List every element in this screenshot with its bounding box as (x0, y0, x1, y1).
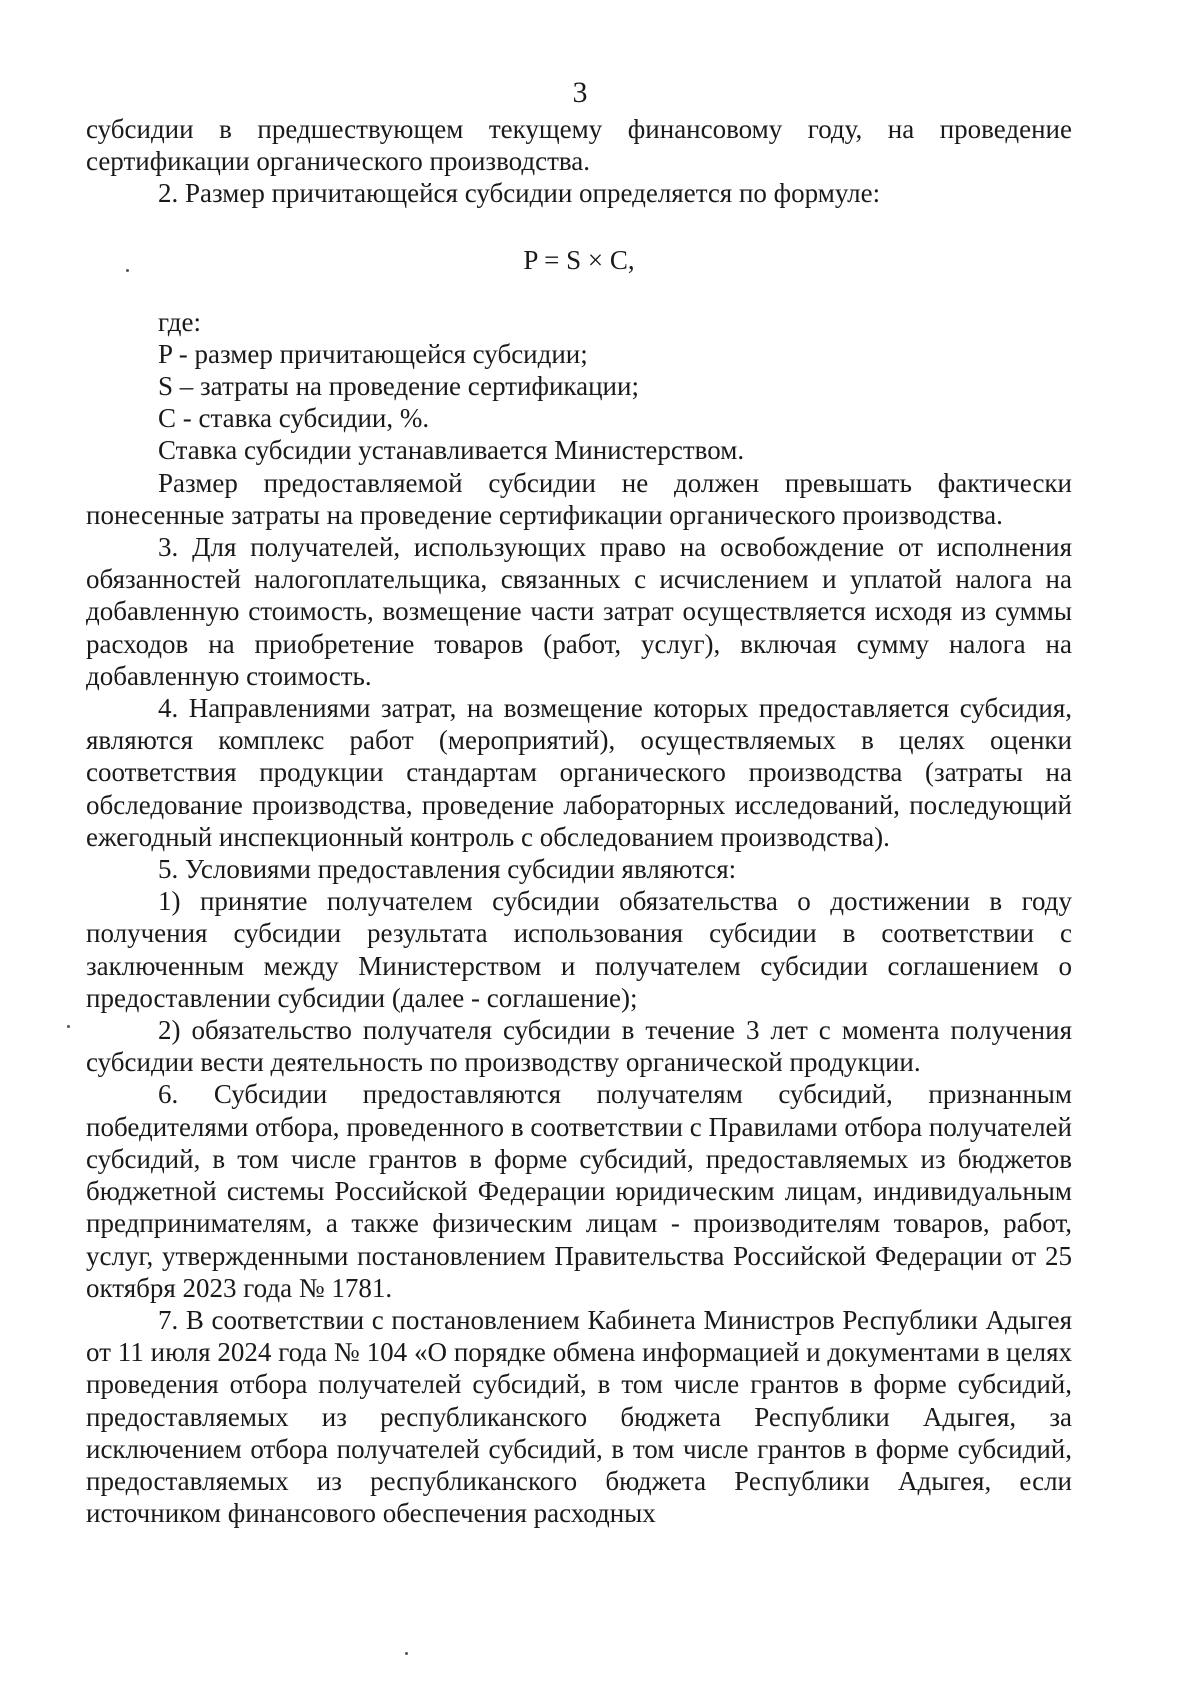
definition-where: где: (158, 306, 201, 337)
definition-c: C - ставка субсидии, %. (158, 403, 430, 434)
paragraph-subsidy-limit: Размер предоставляемой субсидии не должен превышать фактически понесенные затраты на проведение сертификации органического производства. (86, 467, 1072, 530)
scan-speck (126, 269, 129, 272)
scan-speck (67, 1025, 70, 1028)
paragraph-3: 3. Для получателей, использующих право на освобождение от исполнения обязанностей налогоплательщика, связанных с исчислением и уплатой налога на добавленную стоимость, возмещение части затрат осуществляется исходя из суммы расходов на приобретение товаров (работ, услуг), включая сумму налога на добавленную стоимость. (86, 532, 1072, 691)
paragraph-continuation: субсидии в предшествующем текущему финансовому году, на проведение сертификации органического производства. (86, 114, 1072, 177)
paragraph-2: 2. Размер причитающейся субсидии определяется по формуле: (158, 178, 881, 209)
paragraph-6: 6. Субсидии предоставляются получателям субсидий, признанным победителями отбора, проведенного в соответствии с Правилами отбора получателей субсидий, в том числе грантов в форме субсидий, предоставляемых из бюджетов бюджетной системы Российской Федерации юридическим лицам, индивидуальным предпринимателям, а также физическим лицам - производителям товаров, работ, услуг, утвержденными постановлением Правительства Российской Федерации от 25 октября 2023 года № 1781. (86, 1079, 1072, 1303)
paragraph-5: 5. Условиями предоставления субсидии являются: (158, 854, 737, 885)
paragraph-7: 7. В соответствии с постановлением Кабинета Министров Республики Адыгея от 11 июля 2024 года № 104 «О порядке обмена информацией и документами в целях проведения отбора получателей субсидий, в том числе грантов в форме субсидий, предоставляемых из республиканского бюджета Республики Адыгея, за исключением отбора получателей субсидий, в том числе грантов в форме субсидий, предоставляемых из республиканского бюджета Республики Адыгея, если источником финансового обеспечения расходных (86, 1304, 1072, 1529)
definition-s: S – затраты на проведение сертификации; (158, 371, 639, 402)
page-number: 3 (572, 76, 588, 109)
rate-statement: Ставка субсидии устанавливается Министерством. (158, 435, 745, 466)
paragraph-4: 4. Направлениями затрат, на возмещение которых предоставляется субсидия, являются комплекс работ (мероприятий), осуществляемых в целях оценки соответствия продукции стандартам органического производства (затраты на обследование производства, проведение лабораторных исследований, последующий ежегодный инспекционный контроль с обследованием производства). (86, 693, 1072, 852)
scan-speck (405, 1652, 408, 1655)
document-body (86, 113, 1072, 1529)
formula: P = S × C, (523, 244, 635, 275)
definition-p: P - размер причитающейся субсидии; (158, 338, 588, 369)
condition-2: 2) обязательство получателя субсидии в течение 3 лет с момента получения субсидии вести деятельность по производству органической продукции. (86, 1015, 1072, 1078)
condition-1: 1) принятие получателем субсидии обязательства о достижении в году получения субсидии результата использования субсидии в соответствии с заключенным между Министерством и получателем субсидии соглашением о предоставлении субсидии (далее - соглашение); (86, 886, 1072, 1013)
